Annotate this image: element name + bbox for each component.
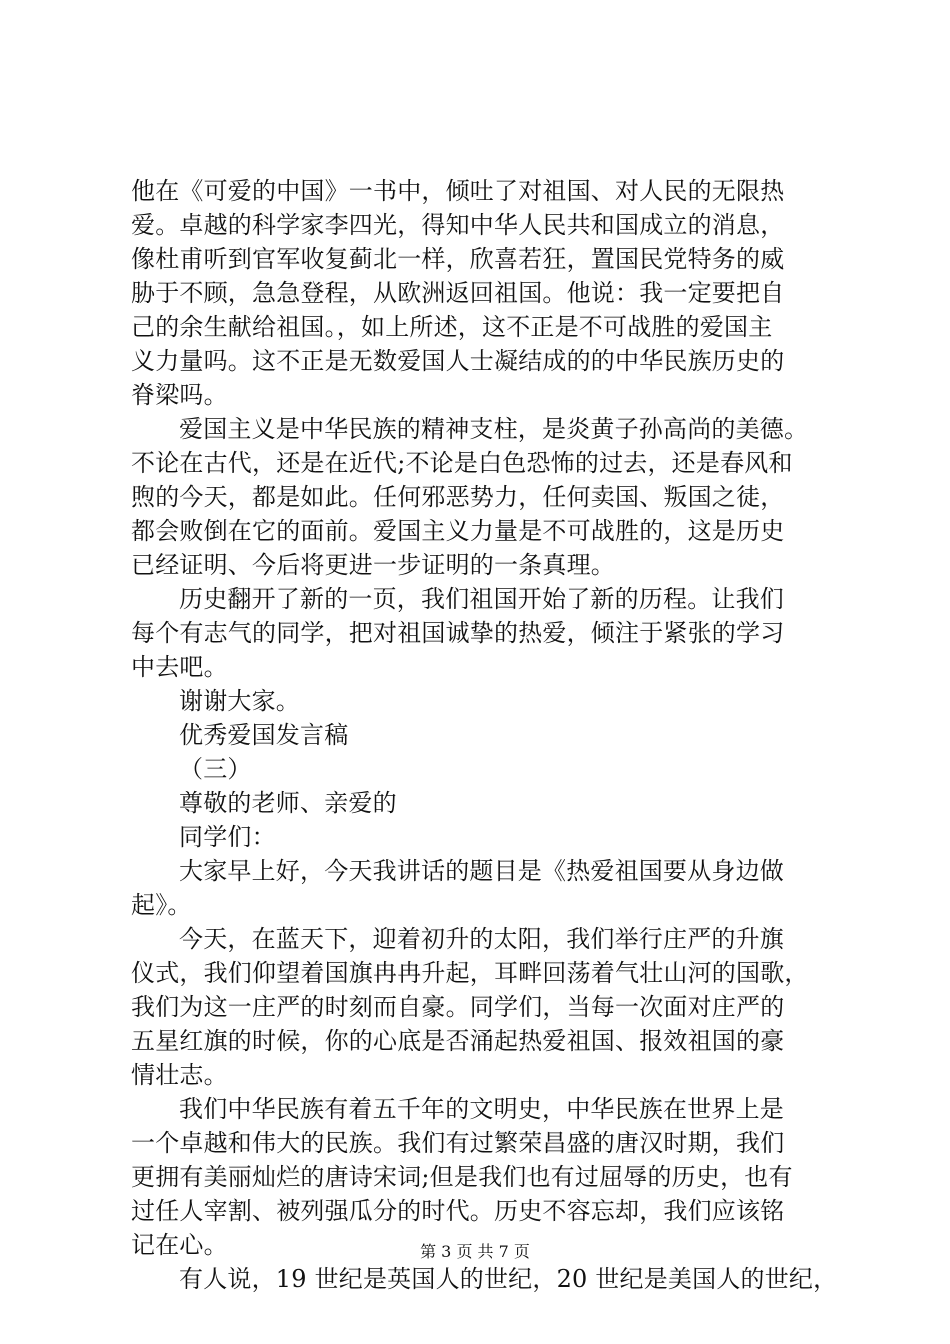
text-line: 尊敬的老师、亲爱的 (179, 789, 397, 817)
text-line: 爱国主义是中华民族的精神支柱，是炎黄子孙高尚的美德。 (179, 415, 809, 443)
text-line: 我们为这一庄严的时刻而自豪。同学们，当每一次面对庄严的 (131, 993, 785, 1021)
text-line: 已经证明、今后将更进一步证明的一条真理。 (131, 551, 615, 579)
text-line: 义力量吗。这不正是无数爱国人士凝结成的的中华民族历史的 (131, 347, 785, 375)
text-line: 他在《可爱的中国》一书中，倾吐了对祖国、对人民的无限热 (131, 177, 785, 205)
page-footer: 第 3 页 共 7 页 (420, 1242, 530, 1261)
text-line: 五星红旗的时候，你的心底是否涌起热爱祖国、报效祖国的豪 (131, 1027, 785, 1055)
text-line: 优秀爱国发言稿 (179, 721, 349, 749)
text-line: 每个有志气的同学，把对祖国诚挚的热爱，倾注于紧张的学习 (131, 619, 785, 647)
text-line: 大家早上好，今天我讲话的题目是《热爱祖国要从身边做 (179, 857, 784, 885)
text-line: 爱。卓越的科学家李四光，得知中华人民共和国成立的消息， (131, 211, 785, 239)
text-line: 有人说，19 世纪是英国人的世纪，20 世纪是美国人的世纪， (179, 1265, 838, 1293)
text-line: 历史翻开了新的一页，我们祖国开始了新的历程。让我们 (179, 585, 784, 613)
text-line: 中去吧。 (131, 653, 228, 681)
text-line: 记在心。 (131, 1231, 228, 1259)
text-line: 仪式，我们仰望着国旗冉冉升起，耳畔回荡着气壮山河的国歌， (131, 959, 809, 987)
text-line: 己的余生献给祖国。，如上所述，这不正是不可战胜的爱国主 (131, 313, 773, 341)
text-line: 谢谢大家。 (179, 687, 300, 715)
text-line: 像杜甫听到官军收复蓟北一样，欣喜若狂，置国民党特务的威 (131, 245, 785, 273)
text-line: 脊梁吗。 (131, 381, 228, 409)
text-line: 胁于不顾，急急登程，从欧洲返回祖国。他说：我一定要把自 (131, 279, 785, 307)
text-line: 过任人宰割、被列强瓜分的时代。历史不容忘却，我们应该铭 (131, 1197, 785, 1225)
text-line: 起》。 (131, 891, 192, 919)
text-line: 今天，在蓝天下，迎着初升的太阳，我们举行庄严的升旗 (179, 925, 784, 953)
text-line: 不论在古代，还是在近代;不论是白色恐怖的过去，还是春风和 (131, 449, 793, 477)
text-line: 一个卓越和伟大的民族。我们有过繁荣昌盛的唐汉时期，我们 (131, 1129, 785, 1157)
text-line: 同学们： (179, 823, 276, 851)
text-line: 都会败倒在它的面前。爱国主义力量是不可战胜的，这是历史 (131, 517, 785, 545)
text-line: 我们中华民族有着五千年的文明史，中华民族在世界上是 (179, 1095, 784, 1123)
text-line: 煦的今天，都是如此。任何邪恶势力，任何卖国、叛国之徒， (131, 483, 785, 511)
text-line: （三） (179, 755, 252, 783)
text-line: 情壮志。 (131, 1061, 228, 1089)
document-body (131, 174, 841, 1296)
text-line: 更拥有美丽灿烂的唐诗宋词;但是我们也有过屈辱的历史，也有 (131, 1163, 793, 1191)
